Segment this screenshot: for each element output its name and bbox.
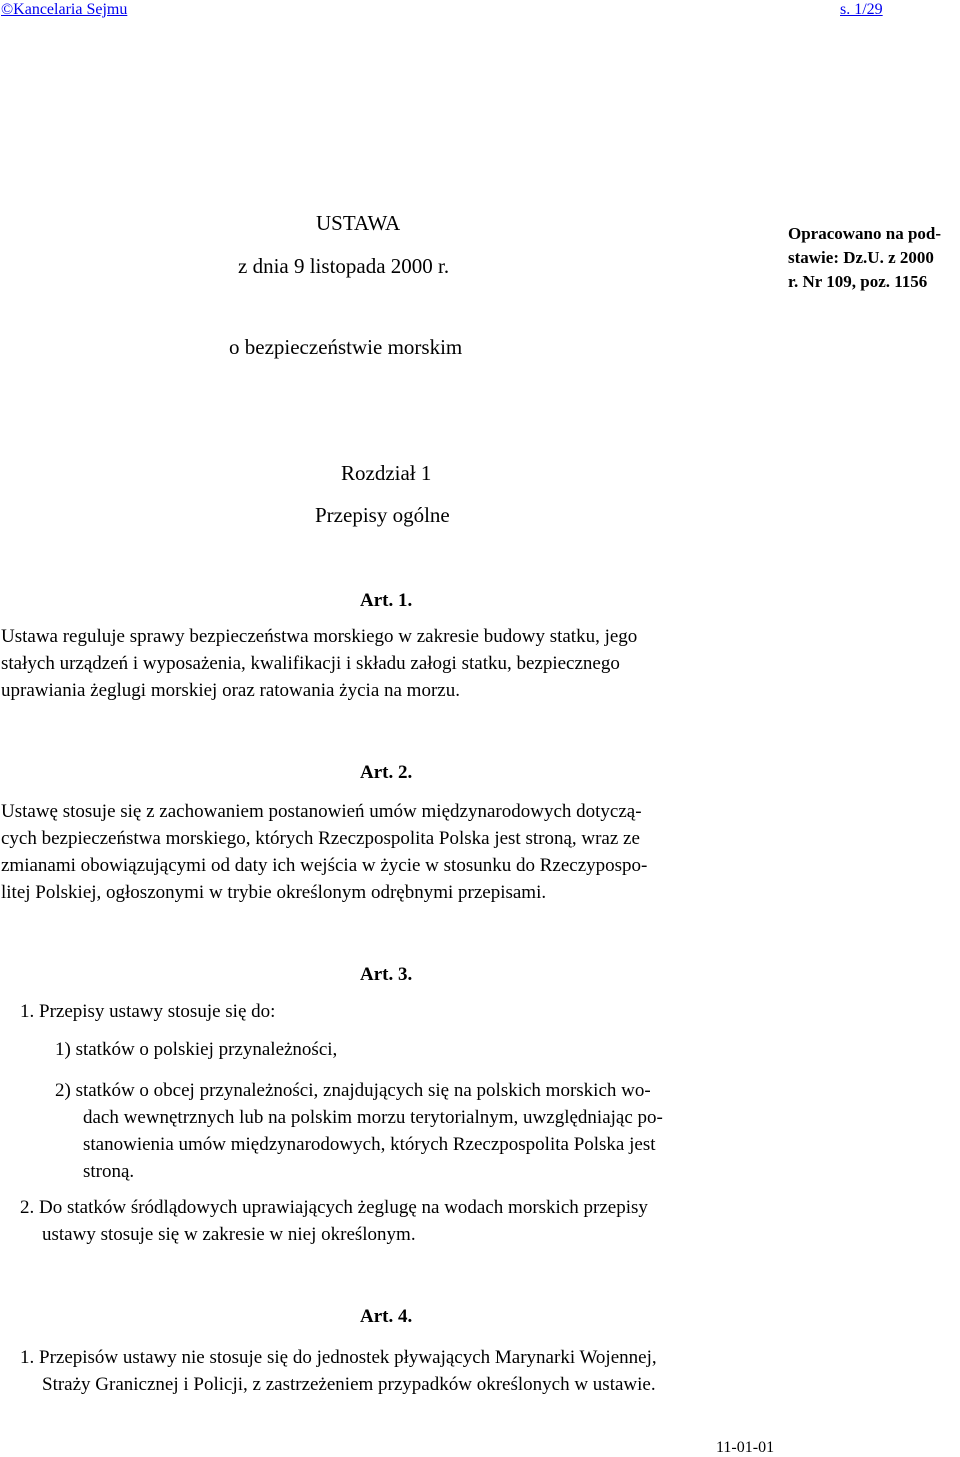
art-3-heading: Art. 3. <box>360 964 413 985</box>
art-3-point-1: 1) statków o polskiej przynależności, <box>55 1039 338 1060</box>
act-subject: o bezpieczeństwie morskim <box>229 335 463 359</box>
art-4-item-1-line: 1. Przepisów ustawy nie stosuje się do jednostek pływających Marynarki Wojennej, <box>20 1347 657 1368</box>
art-1-line: Ustawa reguluje sprawy bezpieczeństwa morskiego w zakresie budowy statku, jego <box>1 626 638 647</box>
chapter-number: Rozdział 1 <box>341 461 432 485</box>
act-type: USTAWA <box>316 211 401 235</box>
footer-code: 11-01-01 <box>716 1439 775 1456</box>
art-3-point-2-line: dach wewnętrznych lub na polskim morzu terytorialnym, uwzględniając po- <box>83 1107 663 1128</box>
act-date: z dnia 9 listopada 2000 r. <box>238 254 450 278</box>
art-1-line: stałych urządzeń i wyposażenia, kwalifikacji i składu załogi statku, bezpiecznego <box>1 653 620 674</box>
copyright-link[interactable]: ©Kancelaria Sejmu <box>1 1 128 18</box>
art-3-point-2-line: 2) statków o obcej przynależności, znajdujących się na polskich morskich wo- <box>55 1080 651 1101</box>
art-4-item-1 <box>20 1344 779 1398</box>
art-2-line: cych bezpieczeństwa morskiego, których Rzeczpospolita Polska jest stroną, wraz ze <box>1 828 640 849</box>
art-3-point-2-line: stroną. <box>83 1161 135 1182</box>
source-note-line: Opracowano na pod- <box>788 224 942 243</box>
art-4-heading: Art. 4. <box>360 1306 413 1327</box>
art-3-point-2 <box>55 1077 779 1185</box>
header-copyright[interactable] <box>1 1 127 19</box>
source-note-line: r. Nr 109, poz. 1156 <box>788 272 928 291</box>
art-1-heading: Art. 1. <box>360 590 413 611</box>
page-number-link[interactable]: s. 1/29 <box>840 1 883 18</box>
art-2-line: zmianami obowiązującymi od daty ich wejścia w życie w stosunku do Rzeczypospo- <box>1 855 648 876</box>
chapter-title: Przepisy ogólne <box>315 503 450 527</box>
art-4-item-1-line: Straży Granicznej i Policji, z zastrzeżeniem przypadków określonych w ustawie. <box>42 1374 656 1395</box>
art-3-item-2-line: 2. Do statków śródlądowych uprawiających żeglugę na wodach morskich przepisy <box>20 1197 648 1218</box>
header-page-number[interactable] <box>840 1 883 19</box>
art-3-item-2 <box>20 1194 779 1248</box>
art-3-point-2-line: stanowienia umów międzynarodowych, których Rzeczpospolita Polska jest <box>83 1134 656 1155</box>
source-note-line: stawie: Dz.U. z 2000 <box>788 248 934 267</box>
art-1-line: uprawiania żeglugi morskiej oraz ratowania życia na morzu. <box>1 680 460 701</box>
art-3-item-2-line: ustawy stosuje się w zakresie w niej określonym. <box>42 1224 416 1245</box>
art-2-line: litej Polskiej, ogłoszonymi w trybie określonym odrębnymi przepisami. <box>1 882 547 903</box>
source-note <box>788 222 941 294</box>
art-3-item-1: 1. Przepisy ustawy stosuje się do: <box>20 1001 276 1022</box>
art-2-text <box>1 798 779 906</box>
art-2-heading: Art. 2. <box>360 762 413 783</box>
art-1-text <box>1 623 779 704</box>
art-2-line: Ustawę stosuje się z zachowaniem postanowień umów międzynarodowych dotyczą- <box>1 801 642 822</box>
